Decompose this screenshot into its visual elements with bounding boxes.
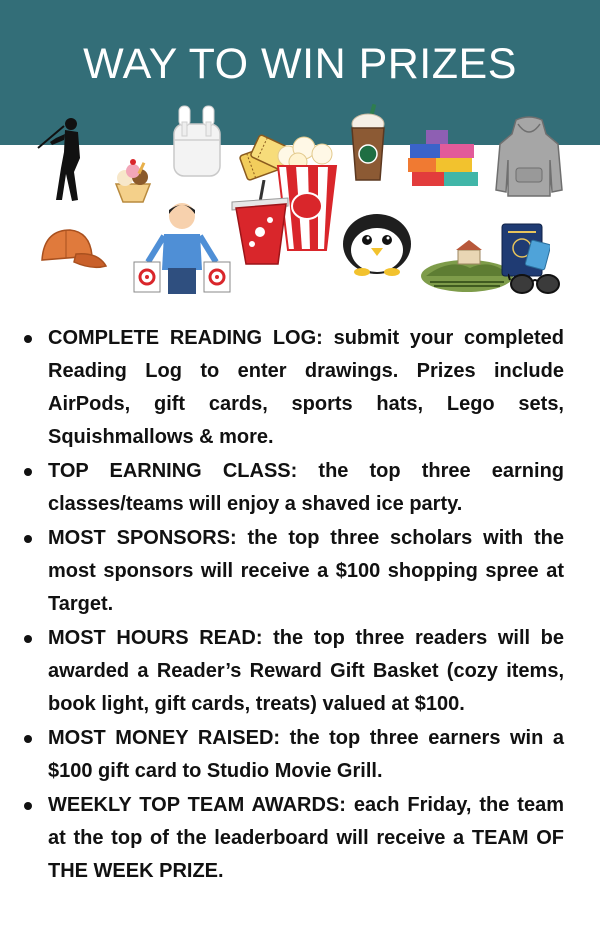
bullet (24, 468, 32, 476)
list-item (22, 622, 564, 721)
list-item (22, 722, 564, 788)
baseball-cap-icon (36, 226, 108, 276)
way-text: MOST HOURS READ: the top three readers will be awarded a Reader’s Reward Gift Basket (cozy items, book light, gift cards, treats) valued at $100. (48, 627, 564, 715)
list-item (22, 455, 564, 521)
bullet (24, 735, 32, 743)
bullet (24, 635, 32, 643)
way-text: MOST SPONSORS: the top three scholars with the most sponsors will receive a $100 shopping spree at Target. (48, 527, 564, 615)
soda-cup-icon (230, 180, 290, 266)
way-text: WEEKLY TOP TEAM AWARDS: each Friday, the team at the top of the leaderboard will receive a TEAM OF THE WEEK PRIZE. (48, 794, 564, 882)
squishmallow-penguin-icon (340, 206, 414, 278)
list-item (22, 522, 564, 621)
list-item (22, 322, 564, 454)
way-text: TOP EARNING CLASS: the top three earning classes/teams will enjoy a shaved ice party. (48, 460, 564, 515)
way-text: MOST MONEY RAISED: the top three earners win a $100 gift card to Studio Movie Grill. (48, 727, 564, 782)
bullet (24, 335, 32, 343)
frappuccino-icon (344, 104, 392, 184)
golf-silhouette-icon (34, 112, 94, 206)
sunglasses-icon (508, 268, 562, 296)
ways-to-win-list (22, 322, 564, 889)
bullet (24, 802, 32, 810)
lego-bricks-icon (406, 128, 480, 198)
page-title: WAY TO WIN PRIZES (83, 40, 517, 88)
airpods-icon (170, 104, 224, 178)
ice-cream-sundae-icon (110, 158, 156, 206)
list-item (22, 789, 564, 888)
shopper-with-target-bags-icon (130, 200, 234, 298)
way-text: COMPLETE READING LOG: submit your completed Reading Log to enter drawings. Prizes include AirPods, gift cards, sports hats, Lego sets, Squishmallows & more. (48, 327, 564, 448)
hoodie-icon (494, 116, 564, 200)
bullet (24, 535, 32, 543)
